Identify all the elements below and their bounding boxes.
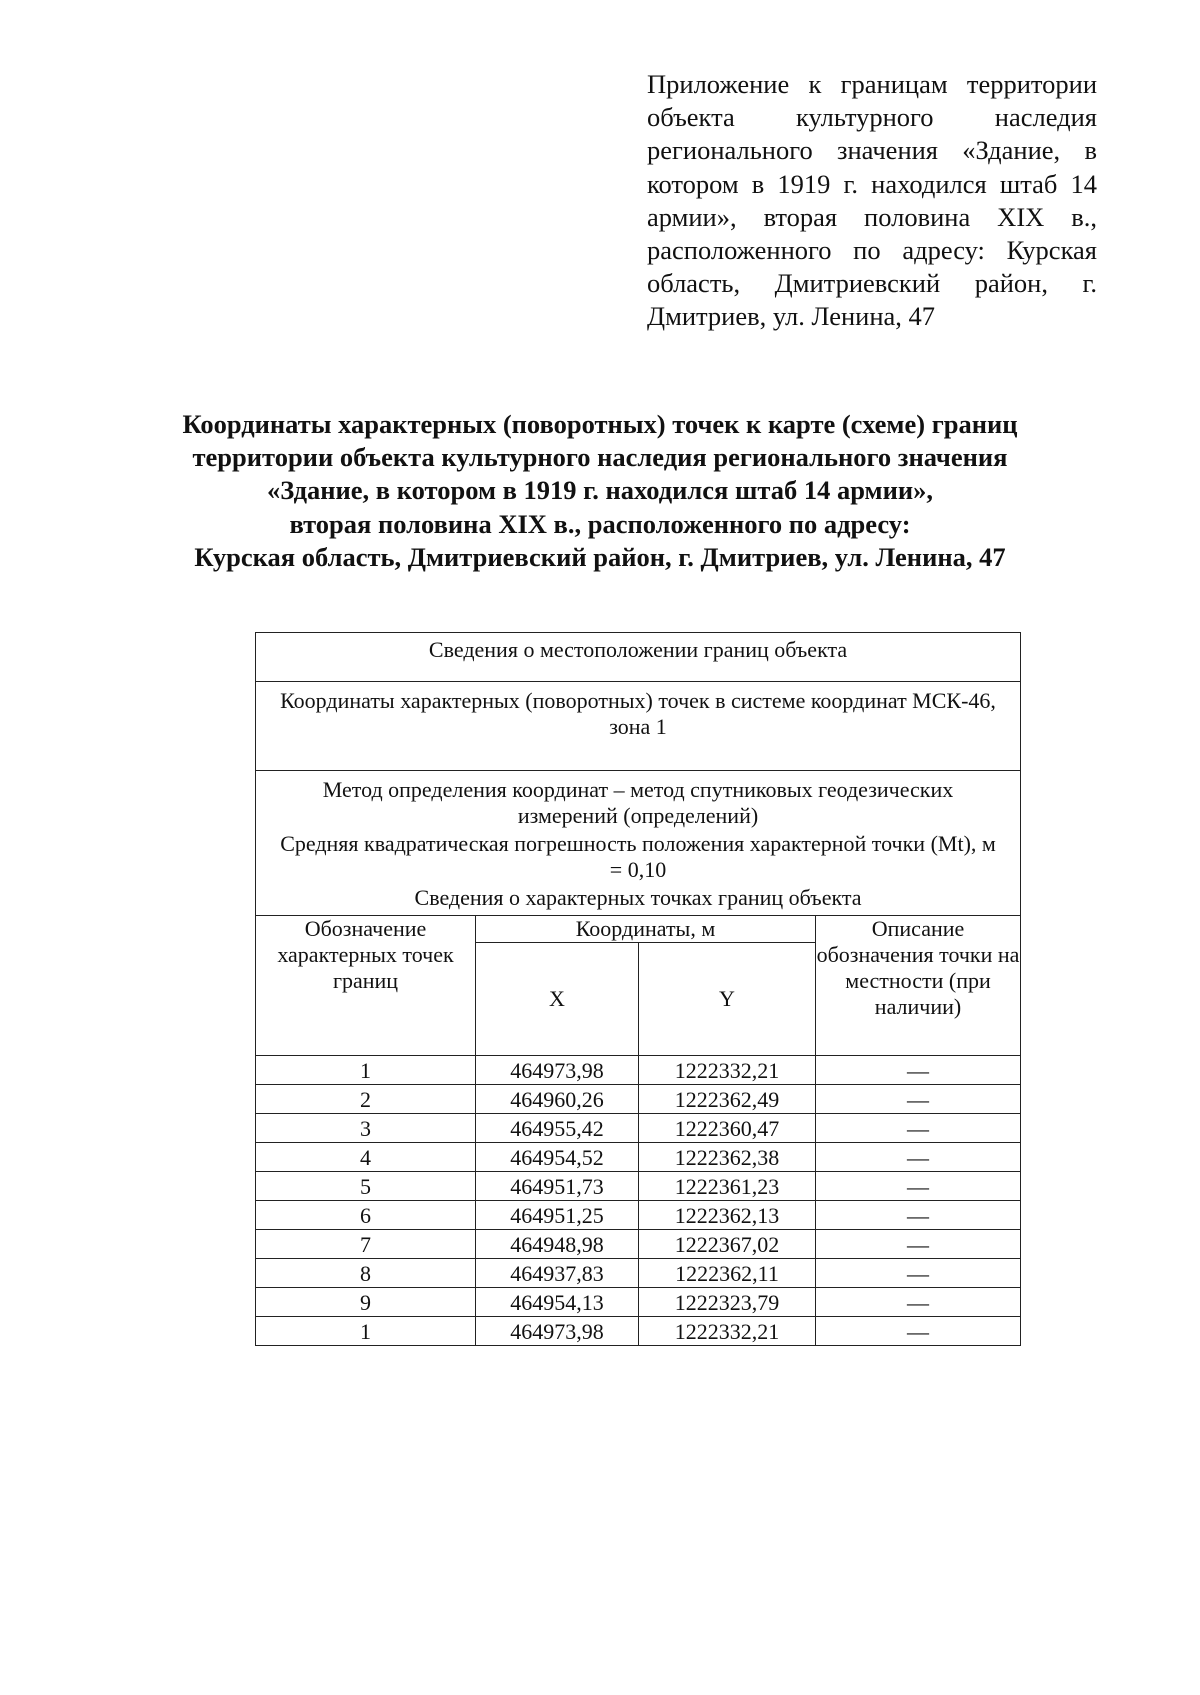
cell-point: 1 bbox=[256, 1317, 476, 1346]
cell-x: 464954,13 bbox=[476, 1288, 639, 1317]
document-title bbox=[150, 408, 1050, 574]
table-row bbox=[256, 1201, 1021, 1230]
table-row bbox=[256, 1056, 1021, 1085]
cell-description: — bbox=[816, 1172, 1021, 1201]
cell-description: — bbox=[816, 1056, 1021, 1085]
cell-point: 1 bbox=[256, 1056, 476, 1085]
cell-x: 464955,42 bbox=[476, 1114, 639, 1143]
header-description: Описание обозначения точки на местности (при наличии) bbox=[816, 916, 1021, 1056]
header-y: Y bbox=[639, 943, 816, 1056]
info-method-block bbox=[256, 771, 1021, 916]
cell-point: 9 bbox=[256, 1288, 476, 1317]
title-line-4: вторая половина XIX в., расположенного по адресу: bbox=[289, 508, 911, 539]
cell-y: 1222362,38 bbox=[639, 1143, 816, 1172]
cell-x: 464954,52 bbox=[476, 1143, 639, 1172]
cell-point: 7 bbox=[256, 1230, 476, 1259]
cell-y: 1222360,47 bbox=[639, 1114, 816, 1143]
table-row bbox=[256, 1259, 1021, 1288]
info-location: Сведения о местоположении границ объекта bbox=[256, 633, 1021, 682]
cell-x: 464951,73 bbox=[476, 1172, 639, 1201]
cell-x: 464973,98 bbox=[476, 1317, 639, 1346]
cell-x: 464973,98 bbox=[476, 1056, 639, 1085]
info-system-text: Координаты характерных (поворотных) точек в системе координат МСК-46, зона 1 bbox=[280, 688, 996, 739]
cell-x: 464937,83 bbox=[476, 1259, 639, 1288]
info-method: Метод определения координат – метод спутниковых геодезических измерений (определений) bbox=[322, 777, 954, 828]
table-row bbox=[256, 1288, 1021, 1317]
table-row bbox=[256, 1317, 1021, 1346]
cell-x: 464948,98 bbox=[476, 1230, 639, 1259]
table-row bbox=[256, 1085, 1021, 1114]
cell-x: 464960,26 bbox=[476, 1085, 639, 1114]
cell-point: 3 bbox=[256, 1114, 476, 1143]
cell-y: 1222323,79 bbox=[639, 1288, 816, 1317]
cell-y: 1222361,23 bbox=[639, 1172, 816, 1201]
cell-point: 6 bbox=[256, 1201, 476, 1230]
info-coordinate-system bbox=[256, 682, 1021, 771]
cell-description: — bbox=[816, 1288, 1021, 1317]
cell-description: — bbox=[816, 1114, 1021, 1143]
cell-description: — bbox=[816, 1230, 1021, 1259]
cell-description: — bbox=[816, 1085, 1021, 1114]
info-points: Сведения о характерных точках границ объекта bbox=[414, 885, 862, 910]
title-line-3: «Здание, в котором в 1919 г. находился штаб 14 армии», bbox=[267, 475, 933, 506]
cell-y: 1222367,02 bbox=[639, 1230, 816, 1259]
cell-x: 464951,25 bbox=[476, 1201, 639, 1230]
info-accuracy: Средняя квадратическая погрешность положения характерной точки (Mt), м = 0,10 bbox=[280, 831, 996, 882]
cell-y: 1222362,13 bbox=[639, 1201, 816, 1230]
title-line-2: территории объекта культурного наследия регионального значения bbox=[192, 442, 1008, 473]
cell-y: 1222332,21 bbox=[639, 1317, 816, 1346]
cell-y: 1222362,11 bbox=[639, 1259, 816, 1288]
appendix-note: Приложение к границам территории объекта культурного наследия регионального значения «Здание, в котором в 1919 г. находился штаб 14 армии», вторая половина XIX в., расположенного по адресу: Курская область, Дмитриевский район, г. Дмитриев, ул. Ленина, 47 bbox=[647, 69, 1097, 332]
table-row bbox=[256, 1143, 1021, 1172]
header-coordinates: Координаты, м bbox=[476, 916, 816, 943]
title-line-1: Координаты характерных (поворотных) точек к карте (схеме) границ bbox=[182, 409, 1018, 439]
cell-point: 5 bbox=[256, 1172, 476, 1201]
table-row bbox=[256, 1230, 1021, 1259]
table-row bbox=[256, 1172, 1021, 1201]
coordinates-table bbox=[255, 632, 1021, 1346]
table-row bbox=[256, 1114, 1021, 1143]
cell-y: 1222332,21 bbox=[639, 1056, 816, 1085]
cell-point: 8 bbox=[256, 1259, 476, 1288]
header-designation: Обозначение характерных точек границ bbox=[256, 916, 476, 1056]
cell-description: — bbox=[816, 1317, 1021, 1346]
cell-point: 4 bbox=[256, 1143, 476, 1172]
title-line-5: Курская область, Дмитриевский район, г. Дмитриев, ул. Ленина, 47 bbox=[194, 541, 1006, 572]
cell-description: — bbox=[816, 1143, 1021, 1172]
cell-y: 1222362,49 bbox=[639, 1085, 816, 1114]
cell-point: 2 bbox=[256, 1085, 476, 1114]
header-x: X bbox=[476, 943, 639, 1056]
cell-description: — bbox=[816, 1201, 1021, 1230]
cell-description: — bbox=[816, 1259, 1021, 1288]
